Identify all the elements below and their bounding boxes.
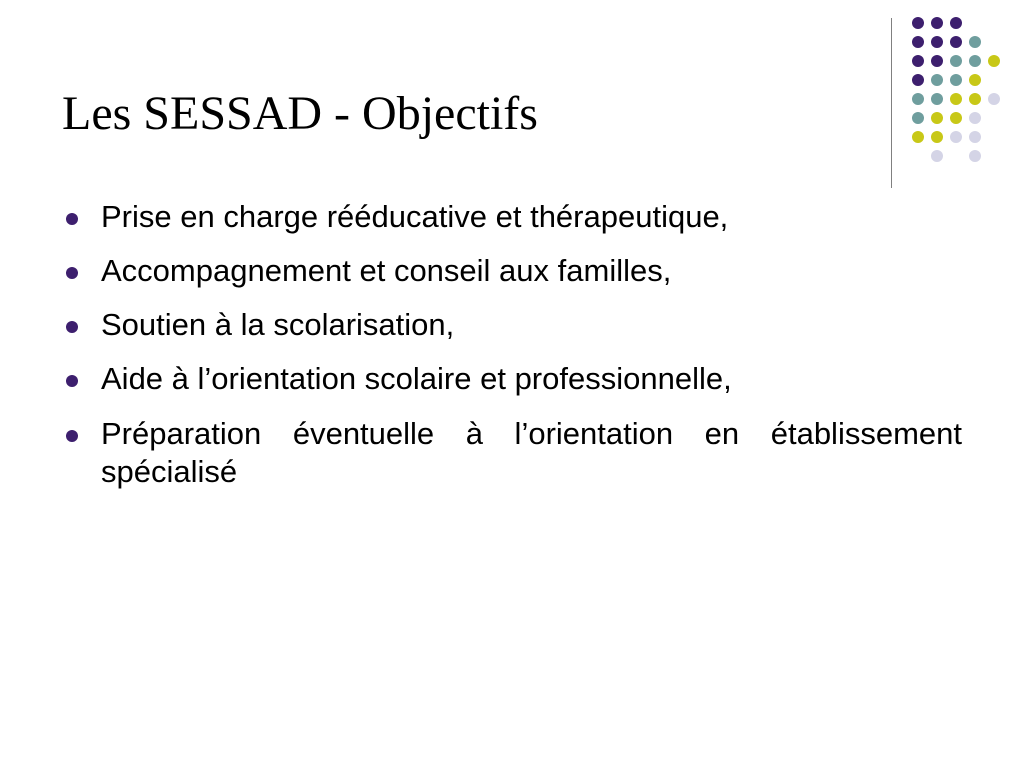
decor-dot (969, 93, 981, 105)
decor-dot (950, 74, 962, 86)
decor-dot (931, 93, 943, 105)
decor-dot (912, 36, 924, 48)
decor-dot (988, 93, 1000, 105)
decor-dot (969, 55, 981, 67)
bullet-item (62, 306, 962, 344)
decor-dot (912, 112, 924, 124)
decor-dot (931, 74, 943, 86)
decor-dot (969, 36, 981, 48)
decor-dot (988, 55, 1000, 67)
bullet-dot-icon (66, 375, 78, 387)
bullet-dot-icon (66, 267, 78, 279)
bullet-text: Soutien à la scolarisation, (101, 307, 455, 343)
decor-dot (912, 17, 924, 29)
decor-dot (950, 112, 962, 124)
decor-dot (912, 93, 924, 105)
decor-dot (931, 150, 943, 162)
decor-dot (912, 74, 924, 86)
bullet-text: Préparation éventuelle à l’orientation en établissement spécialisé (101, 415, 962, 489)
bullet-dot-icon (66, 321, 78, 333)
bullet-text: Prise en charge rééducative et thérapeutique, (101, 199, 729, 234)
decor-dot (969, 112, 981, 124)
dot-grid-icon (0, 0, 1024, 200)
decor-dot (969, 131, 981, 143)
bullet-dot-icon (66, 213, 78, 225)
decor-dot (969, 74, 981, 86)
decor-dot (969, 150, 981, 162)
decor-dot (931, 17, 943, 29)
bullet-item (62, 415, 962, 491)
decor-dot (931, 112, 943, 124)
bullet-list (62, 198, 962, 507)
bullet-item (62, 252, 962, 290)
decor-dot (931, 36, 943, 48)
decor-dot (931, 55, 943, 67)
bullet-item (62, 198, 962, 236)
decor-dot (950, 36, 962, 48)
decor-dot (950, 131, 962, 143)
bullet-text: Accompagnement et conseil aux familles, (101, 253, 672, 289)
decor-dot (950, 55, 962, 67)
decor-dot (912, 55, 924, 67)
bullet-text: Aide à l’orientation scolaire et professionnelle, (101, 361, 732, 397)
decor-dot (931, 131, 943, 143)
decor-dot (950, 17, 962, 29)
decor-dot (950, 93, 962, 105)
bullet-item (62, 360, 962, 398)
slide-title: Les SESSAD - Objectifs (62, 87, 538, 140)
decor-dot (912, 131, 924, 143)
bullet-dot-icon (66, 430, 78, 442)
